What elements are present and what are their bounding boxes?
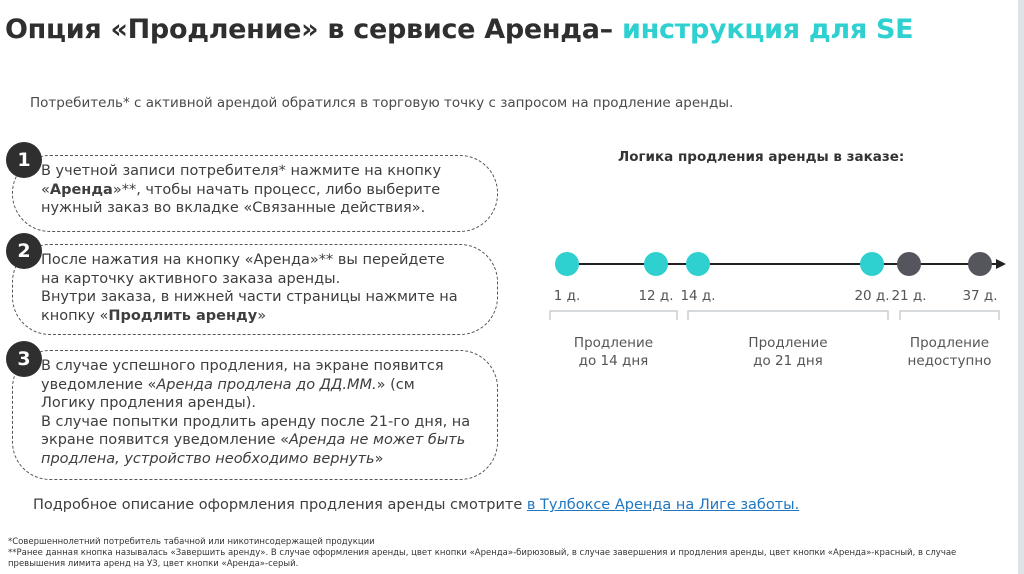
step-1-line-2 — [41, 181, 477, 200]
timeline-group-1-line-2: до 14 дня — [578, 353, 649, 369]
slide-edge — [1018, 0, 1024, 574]
timeline-point-12 — [644, 252, 668, 276]
step-3-line-2 — [41, 376, 477, 395]
timeline-label-14: 14 д. — [680, 288, 716, 304]
timeline-point-14 — [686, 252, 710, 276]
step-1-number: 1 — [6, 142, 42, 178]
step-1-button-name: Аренда — [49, 181, 113, 198]
timeline-label-1: 1 д. — [553, 288, 581, 304]
timeline-point-21 — [897, 252, 921, 276]
timeline-group-2-line-2: до 21 дня — [753, 353, 823, 369]
step-1-text-end: »**, чтобы начать процесс, либо выберите — [112, 181, 441, 198]
step-2-line-2: на карточку активного заказа аренды. — [41, 270, 341, 287]
step-2-line-1: После нажатия на кнопку «Аренда»** вы перейдете — [41, 252, 445, 268]
step-3-line-6 — [41, 450, 477, 469]
timeline-arrow-icon — [996, 259, 1006, 269]
toolbox-link[interactable]: в Тулбоксе Аренда на Лиге заботы. — [526, 497, 800, 513]
step-1-line-3: нужный заказ во вкладке «Связанные действия». — [41, 200, 426, 216]
page-title — [5, 14, 913, 45]
timeline-bracket-1 — [550, 311, 677, 320]
step-3-text-end-2: » — [374, 450, 384, 467]
timeline-bracket-3 — [900, 311, 999, 320]
step-2-line-3: Внутри заказа, в нижней части страницы нажмите на — [41, 289, 458, 305]
timeline-diagram — [540, 240, 1010, 375]
step-1-text: « — [41, 181, 50, 198]
timeline-bracket-2 — [688, 311, 888, 320]
step-3-text-end: » (см — [376, 376, 415, 393]
footnote-2: **Ранее данная кнопка называлась «Завершить аренду». В случае оформления аренды, цвет кнопки «Аренда»-бирюзовый, в случае завершения и продления аренды, цвет кнопки «Аренда»-красный, в случае превышения лимита аренд на УЗ, цвет кнопки «Аренда»-серый. — [8, 548, 957, 569]
timeline-group-2-line-1: Продление — [748, 335, 828, 351]
step-1-line-1: В учетной записи потребителя* нажмите на кнопку — [41, 163, 442, 179]
step-3-line-1: В случае успешного продления, на экране появится — [41, 358, 444, 374]
title-main: Опция «Продление» в сервисе Аренда– — [5, 14, 622, 45]
step-2-text: кнопку « — [41, 307, 109, 324]
step-3-line-4: В случае попытки продлить аренду после 21-го дня, на — [41, 413, 471, 430]
timeline-group-3-line-1: Продление — [909, 335, 990, 351]
footnote-1: *Совершеннолетний потребитель табачной или никотинсодержащей продукции — [8, 537, 375, 547]
step-3-error-message: Аренда не может быть — [289, 432, 466, 448]
step-3-line-3: Логику продления аренды). — [41, 395, 257, 411]
timeline-group-1-line-1: Продление — [573, 335, 654, 351]
timeline-label-21: 21 д. — [891, 288, 927, 304]
timeline-label-12: 12 д. — [638, 288, 674, 304]
step-1-box — [12, 155, 498, 232]
timeline-point-37 — [968, 252, 992, 276]
step-2-box — [12, 244, 498, 335]
timeline-point-20 — [860, 252, 884, 276]
step-3-text: уведомление « — [41, 376, 157, 393]
intro-text: Потребитель* с активной арендой обратился в торговую точку с запросом на продление аренды. — [30, 95, 734, 111]
step-3-box — [12, 350, 498, 480]
footer-text — [33, 497, 799, 513]
title-accent: инструкция для SE — [621, 14, 914, 45]
step-2-number: 2 — [6, 233, 42, 269]
timeline-group-3-line-2: недоступно — [907, 353, 992, 369]
step-3-number: 3 — [6, 341, 42, 377]
timeline-label-20: 20 д. — [854, 288, 890, 304]
step-2-line-4 — [41, 307, 477, 326]
footer-text-body: Подробное описание оформления продления аренды смотрите — [33, 497, 527, 513]
timeline-title: Логика продления аренды в заказе: — [618, 149, 905, 165]
timeline-label-37: 37 д. — [962, 288, 998, 304]
step-2-text-end: » — [257, 307, 267, 324]
step-3-text-2: экране появится уведомление « — [41, 432, 289, 448]
step-3-success-message: Аренда продлена до ДД.ММ. — [156, 376, 377, 393]
step-3-error-message-end: продлена, устройство необходимо вернуть — [41, 450, 375, 467]
timeline-point-1 — [555, 252, 579, 276]
step-2-button-name: Продлить аренду — [108, 307, 258, 324]
step-3-line-5 — [41, 431, 477, 450]
